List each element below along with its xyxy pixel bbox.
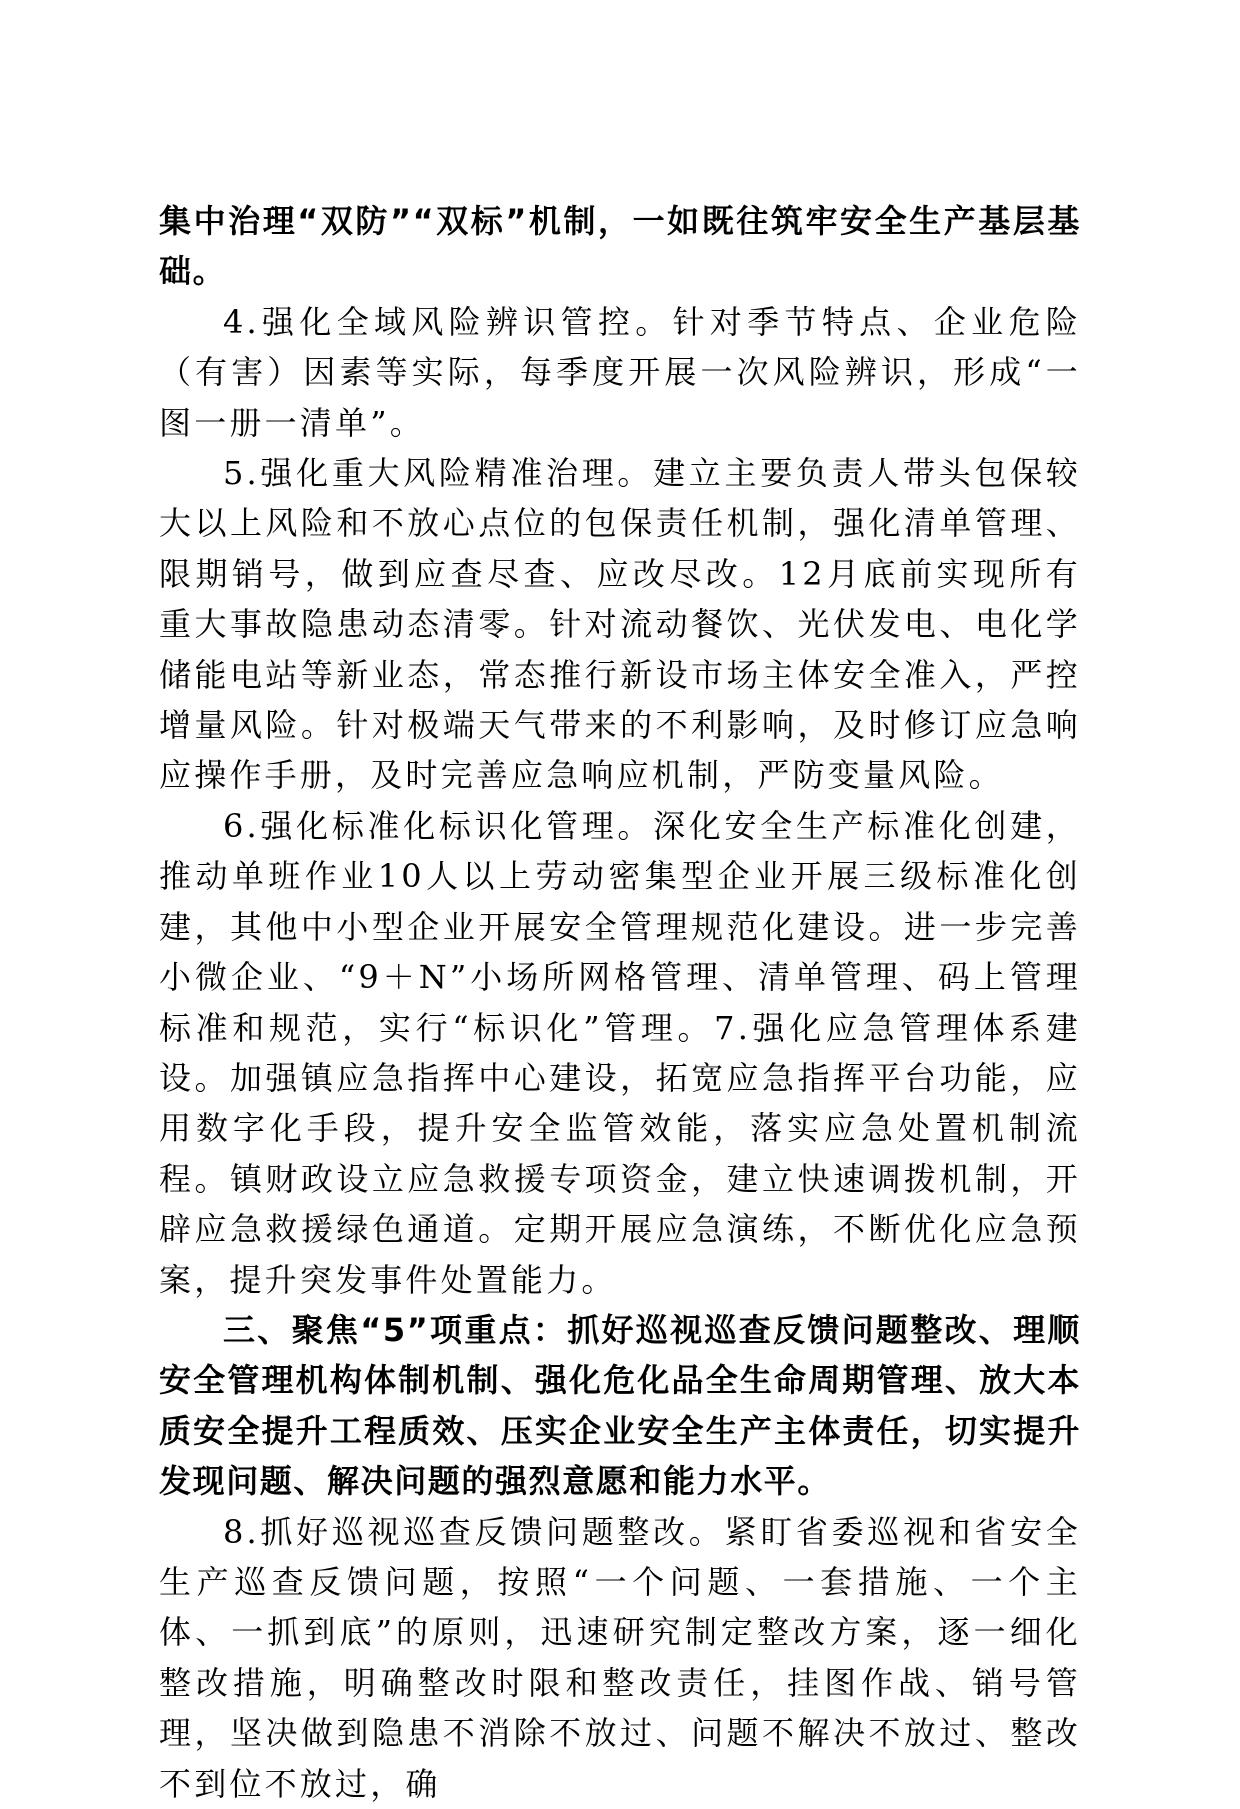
paragraph-item-4: 4.强化全域风险辨识管控。针对季节特点、企业危险（有害）因素等实际，每季度开展一次风险辨识，形成“一图一册一清单”。	[159, 302, 1081, 442]
document-page	[159, 196, 1081, 1809]
paragraph-item-8: 8.抓好巡视巡查反馈问题整改。紧盯省委巡视和省安全生产巡查反馈问题，按照“一个问题、一套措施、一个主体、一抓到底”的原则，迅速研究制定整改方案，逐一细化整改措施，明确整改时限和整改责任，挂图作战、销号管理，坚决做到隐患不消除不放过、问题不解决不放过、整改不到位不放过，确	[159, 1512, 1081, 1803]
paragraph-item-5: 5.强化重大风险精准治理。建立主要负责人带头包保较大以上风险和不放心点位的包保责任机制，强化清单管理、限期销号，做到应查尽查、应改尽改。12月底前实现所有重大事故隐患动态清零。针对流动餐饮、光伏发电、电化学储能电站等新业态，常态推行新设市场主体安全准入，严控增量风险。针对极端天气带来的不利影响，及时修订应急响应操作手册，及时完善应急响应机制，严防变量风险。	[159, 454, 1081, 795]
paragraph-continuation-heading: 集中治理“双防”“双标”机制，一如既往筑牢安全生产基层基础。	[159, 202, 1081, 291]
section-heading-three: 三、聚焦“5”项重点：抓好巡视巡查反馈问题整改、理顺安全管理机构体制机制、强化危化品全生命周期管理、放大本质安全提升工程质效、压实企业安全生产主体责任，切实提升发现问题、解决问题的强烈意愿和能力水平。	[159, 1310, 1081, 1501]
paragraph-item-6-7: 6.强化标准化标识化管理。深化安全生产标准化创建，推动单班作业10人以上劳动密集型企业开展三级标准化创建，其他中小型企业开展安全管理规范化建设。进一步完善小微企业、“9＋N”小场所网格管理、清单管理、码上管理标准和规范，实行“标识化”管理。7.强化应急管理体系建设。加强镇应急指挥中心建设，拓宽应急指挥平台功能，应用数字化手段，提升安全监管效能，落实应急处置机制流程。镇财政设立应急救援专项资金，建立快速调拨机制，开辟应急救援绿色通道。定期开展应急演练，不断优化应急预案，提升突发事件处置能力。	[159, 806, 1081, 1299]
